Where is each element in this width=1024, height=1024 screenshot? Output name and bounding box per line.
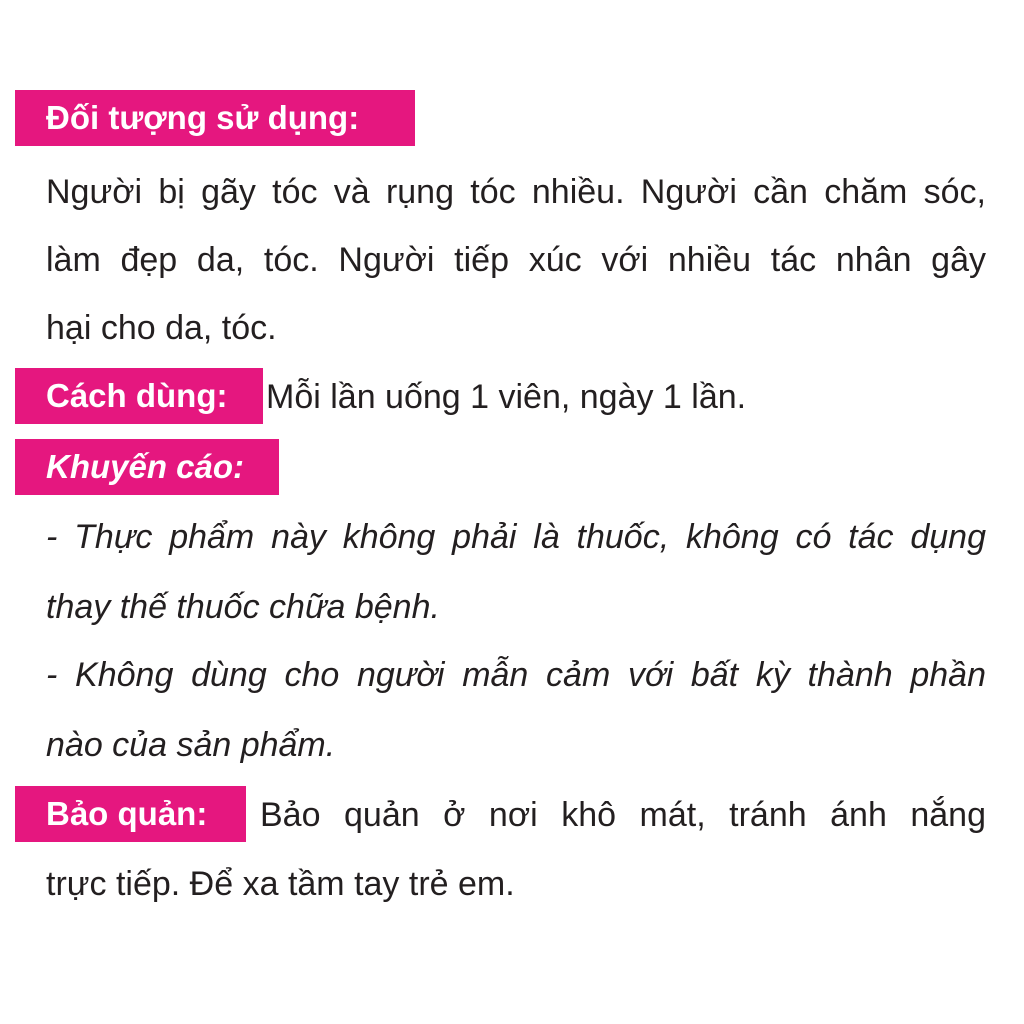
usage-label: Cách dùng:	[15, 368, 263, 424]
usage-text: Mỗi lần uống 1 viên, ngày 1 lần.	[266, 378, 747, 416]
target-users-label: Đối tượng sử dụng:	[15, 90, 415, 146]
warning-line-4: nào của sản phẩm.	[46, 726, 336, 764]
target-users-line-2: làm đẹp da, tóc. Người tiếp xúc với nhiều tác nhân gây	[46, 241, 986, 279]
target-users-line-3: hại cho da, tóc.	[46, 309, 277, 347]
storage-line-1: Bảo quản ở nơi khô mát, tránh ánh nắng	[260, 796, 986, 834]
warning-line-3: - Không dùng cho người mẫn cảm với bất kỳ thành phần	[46, 656, 986, 694]
warning-label: Khuyến cáo:	[15, 439, 279, 495]
storage-line-2: trực tiếp. Để xa tầm tay trẻ em.	[46, 865, 515, 903]
target-users-line-1: Người bị gãy tóc và rụng tóc nhiều. Người cần chăm sóc,	[46, 173, 986, 211]
warning-line-1: - Thực phẩm này không phải là thuốc, không có tác dụng	[46, 518, 986, 556]
storage-label: Bảo quản:	[15, 786, 246, 842]
warning-line-2: thay thế thuốc chữa bệnh.	[46, 588, 440, 626]
